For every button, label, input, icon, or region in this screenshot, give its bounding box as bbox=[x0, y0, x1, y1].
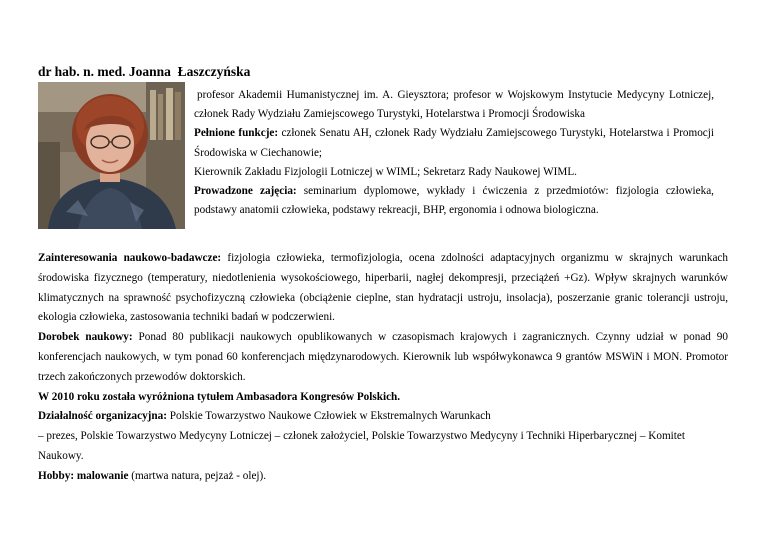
hobby-text: (martwa natura, pejzaż - olej). bbox=[128, 469, 267, 482]
org-paragraph-continued: – prezes, Polskie Towarzystwo Medycyny Lotniczej – członek założyciel, Polskie Towarzystwo Medycyny i Techniki Hiperbarycznej – Komitet Naukowy. bbox=[38, 430, 685, 462]
interests-text: fizjologia człowieka, termofizjologia, ocena zdolności adaptacyjnych organizmu w skrajnych warunkach środowiska fizycznego (temperatury, niedotlenienia wysokościowego, hiperbarii, nagłej dekompresji, przeciążeń +Gz). Wpływ skrajnych warunków klimatycznych na sprawność psychofizyczną człowieka (obciążenie cieplne, stan hydratacji ustroju, insolacja), poszerzanie granic tolerancji ustroju, ekologia człowieka, zastosowania techniki badań w podczerwieni. bbox=[38, 252, 728, 324]
hobby-paragraph bbox=[38, 467, 728, 487]
award-paragraph bbox=[38, 388, 728, 408]
portrait-photo bbox=[38, 82, 185, 229]
output-label: Dorobek naukowy: bbox=[38, 331, 133, 344]
classes-text: seminarium dyplomowe, wykłady i ćwiczenia z przedmiotów: fizjologia człowieka, podstawy anatomii człowieka, podstawy rekreacji, BHP, ergonomia i odnowa biologiczna. bbox=[194, 185, 714, 217]
classes-label: Prowadzone zajęcia: bbox=[194, 185, 297, 198]
main-section bbox=[38, 249, 728, 487]
bio-classes bbox=[194, 182, 714, 220]
interests-paragraph bbox=[38, 249, 728, 328]
award-text: W 2010 roku została wyróżniona tytułem Ambasadora Kongresów Polskich. bbox=[38, 390, 401, 403]
org-paragraph bbox=[38, 407, 728, 427]
bio-head: Kierownik Zakładu Fizjologii Lotniczej w WIML; Sekretarz Rady Naukowej WIML. bbox=[194, 165, 577, 178]
hobby-label: Hobby: malowanie bbox=[38, 469, 129, 482]
portrait-image bbox=[38, 82, 185, 229]
bio-section bbox=[194, 86, 714, 220]
interests-label: Zainteresowania naukowo-badawcze: bbox=[38, 252, 222, 264]
output-paragraph bbox=[38, 328, 728, 387]
functions-label: Pełnione funkcje: bbox=[194, 127, 279, 140]
bio-intro: profesor Akademii Humanistycznej im. A. Gieysztora; profesor w Wojskowym Instytucie Medycyny Lotniczej, członek Rady Wydziału Zamiejscowego Turystyki, Hotelarstwa i Promocji Środowiska bbox=[194, 89, 714, 121]
org-label: Działalność organizacyjna: bbox=[38, 410, 167, 423]
bio-functions bbox=[194, 124, 714, 162]
org-text: Polskie Towarzystwo Naukowe Człowiek w Ekstremalnych Warunkach bbox=[166, 410, 491, 423]
page-title: dr hab. n. med. Joanna Łaszczyńska bbox=[38, 64, 251, 79]
output-text: Ponad 80 publikacji naukowych opublikowanych w czasopismach krajowych i zagranicznych. Czynny udział w ponad 90 konferencjach naukowych, w tym ponad 60 konferencjach międzynarodowych. Kierownik lub współwykonawca 9 grantów MSWiN i MON. Promotor trzech zakończonych przewodów doktorskich. bbox=[38, 331, 728, 383]
functions-text: członek Senatu AH, członek Rady Wydziału Zamiejscowego Turystyki, Hotelarstwa i Promocji Środowiska w Ciechanowie; bbox=[194, 127, 714, 159]
